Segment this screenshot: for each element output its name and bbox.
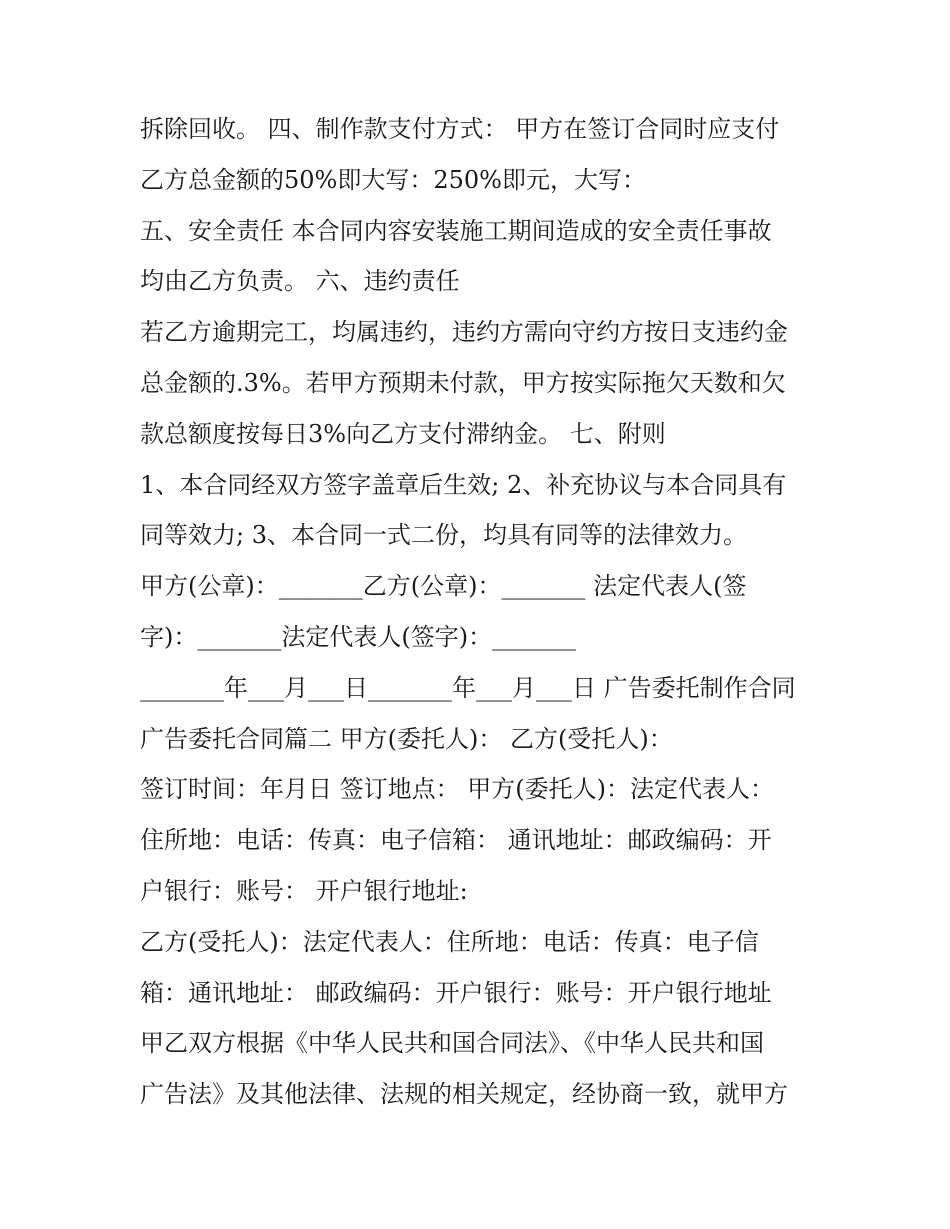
text-line: 字)：_______法定代表人(签字)：_______ <box>140 622 577 651</box>
text-line: 广告委托合同篇二 甲方(委托人)： 乙方(受托人)： <box>140 724 673 753</box>
text-line: 拆除回收。 四、制作款支付方式： 甲方在签订合同时应支付 <box>140 115 780 143</box>
text-line: 1、本合同经双方签字盖章后生效; 2、补充协议与本合同具有 <box>140 470 787 499</box>
text-line: 签订时间：年月日 签订地点： 甲方(委托人)：法定代表人： <box>140 775 774 804</box>
text-line: 甲乙双方根据《中华人民共和国合同法》、《中华人民共和国 <box>140 1029 764 1058</box>
text-line: 箱：通讯地址： 邮政编码：开户银行：账号：开户银行地址 <box>140 978 772 1007</box>
text-line: 乙方总金额的50%即大写：250%即元，大写： <box>140 165 646 194</box>
text-line: 总金额的.3%。若甲方预期未付款，甲方按实际拖欠天数和欠 <box>140 368 786 397</box>
text-line: 户银行：账号： 开户银行地址: <box>140 876 468 905</box>
text-line: 均由乙方负责。 六、违约责任 <box>140 267 460 296</box>
text-line: 住所地：电话：传真：电子信箱： 通讯地址：邮政编码：开 <box>140 826 772 855</box>
text-line: 五、安全责任 本合同内容安装施工期间造成的安全责任事故 <box>140 216 772 245</box>
text-line: 若乙方逾期完工，均属违约，违约方需向守约方按日支违约金 <box>140 318 788 347</box>
text-line: _______年___月___日_______年___月___日 广告委托制作合同 <box>140 673 796 702</box>
text-line: 甲方(公章)：_______乙方(公章)：_______ 法定代表人(签 <box>140 572 747 601</box>
document-body <box>140 104 830 1120</box>
text-line: 乙方(受托人)：法定代表人：住所地：电话：传真：电子信 <box>140 927 759 956</box>
text-line: 同等效力; 3、本合同一式二份，均具有同等的法律效力。 <box>140 521 747 550</box>
text-line: 广告法》及其他法律、法规的相关规定，经协商一致，就甲方 <box>140 1080 788 1109</box>
text-line: 款总额度按每日3%向乙方支付滞纳金。 七、附则 <box>140 419 666 448</box>
